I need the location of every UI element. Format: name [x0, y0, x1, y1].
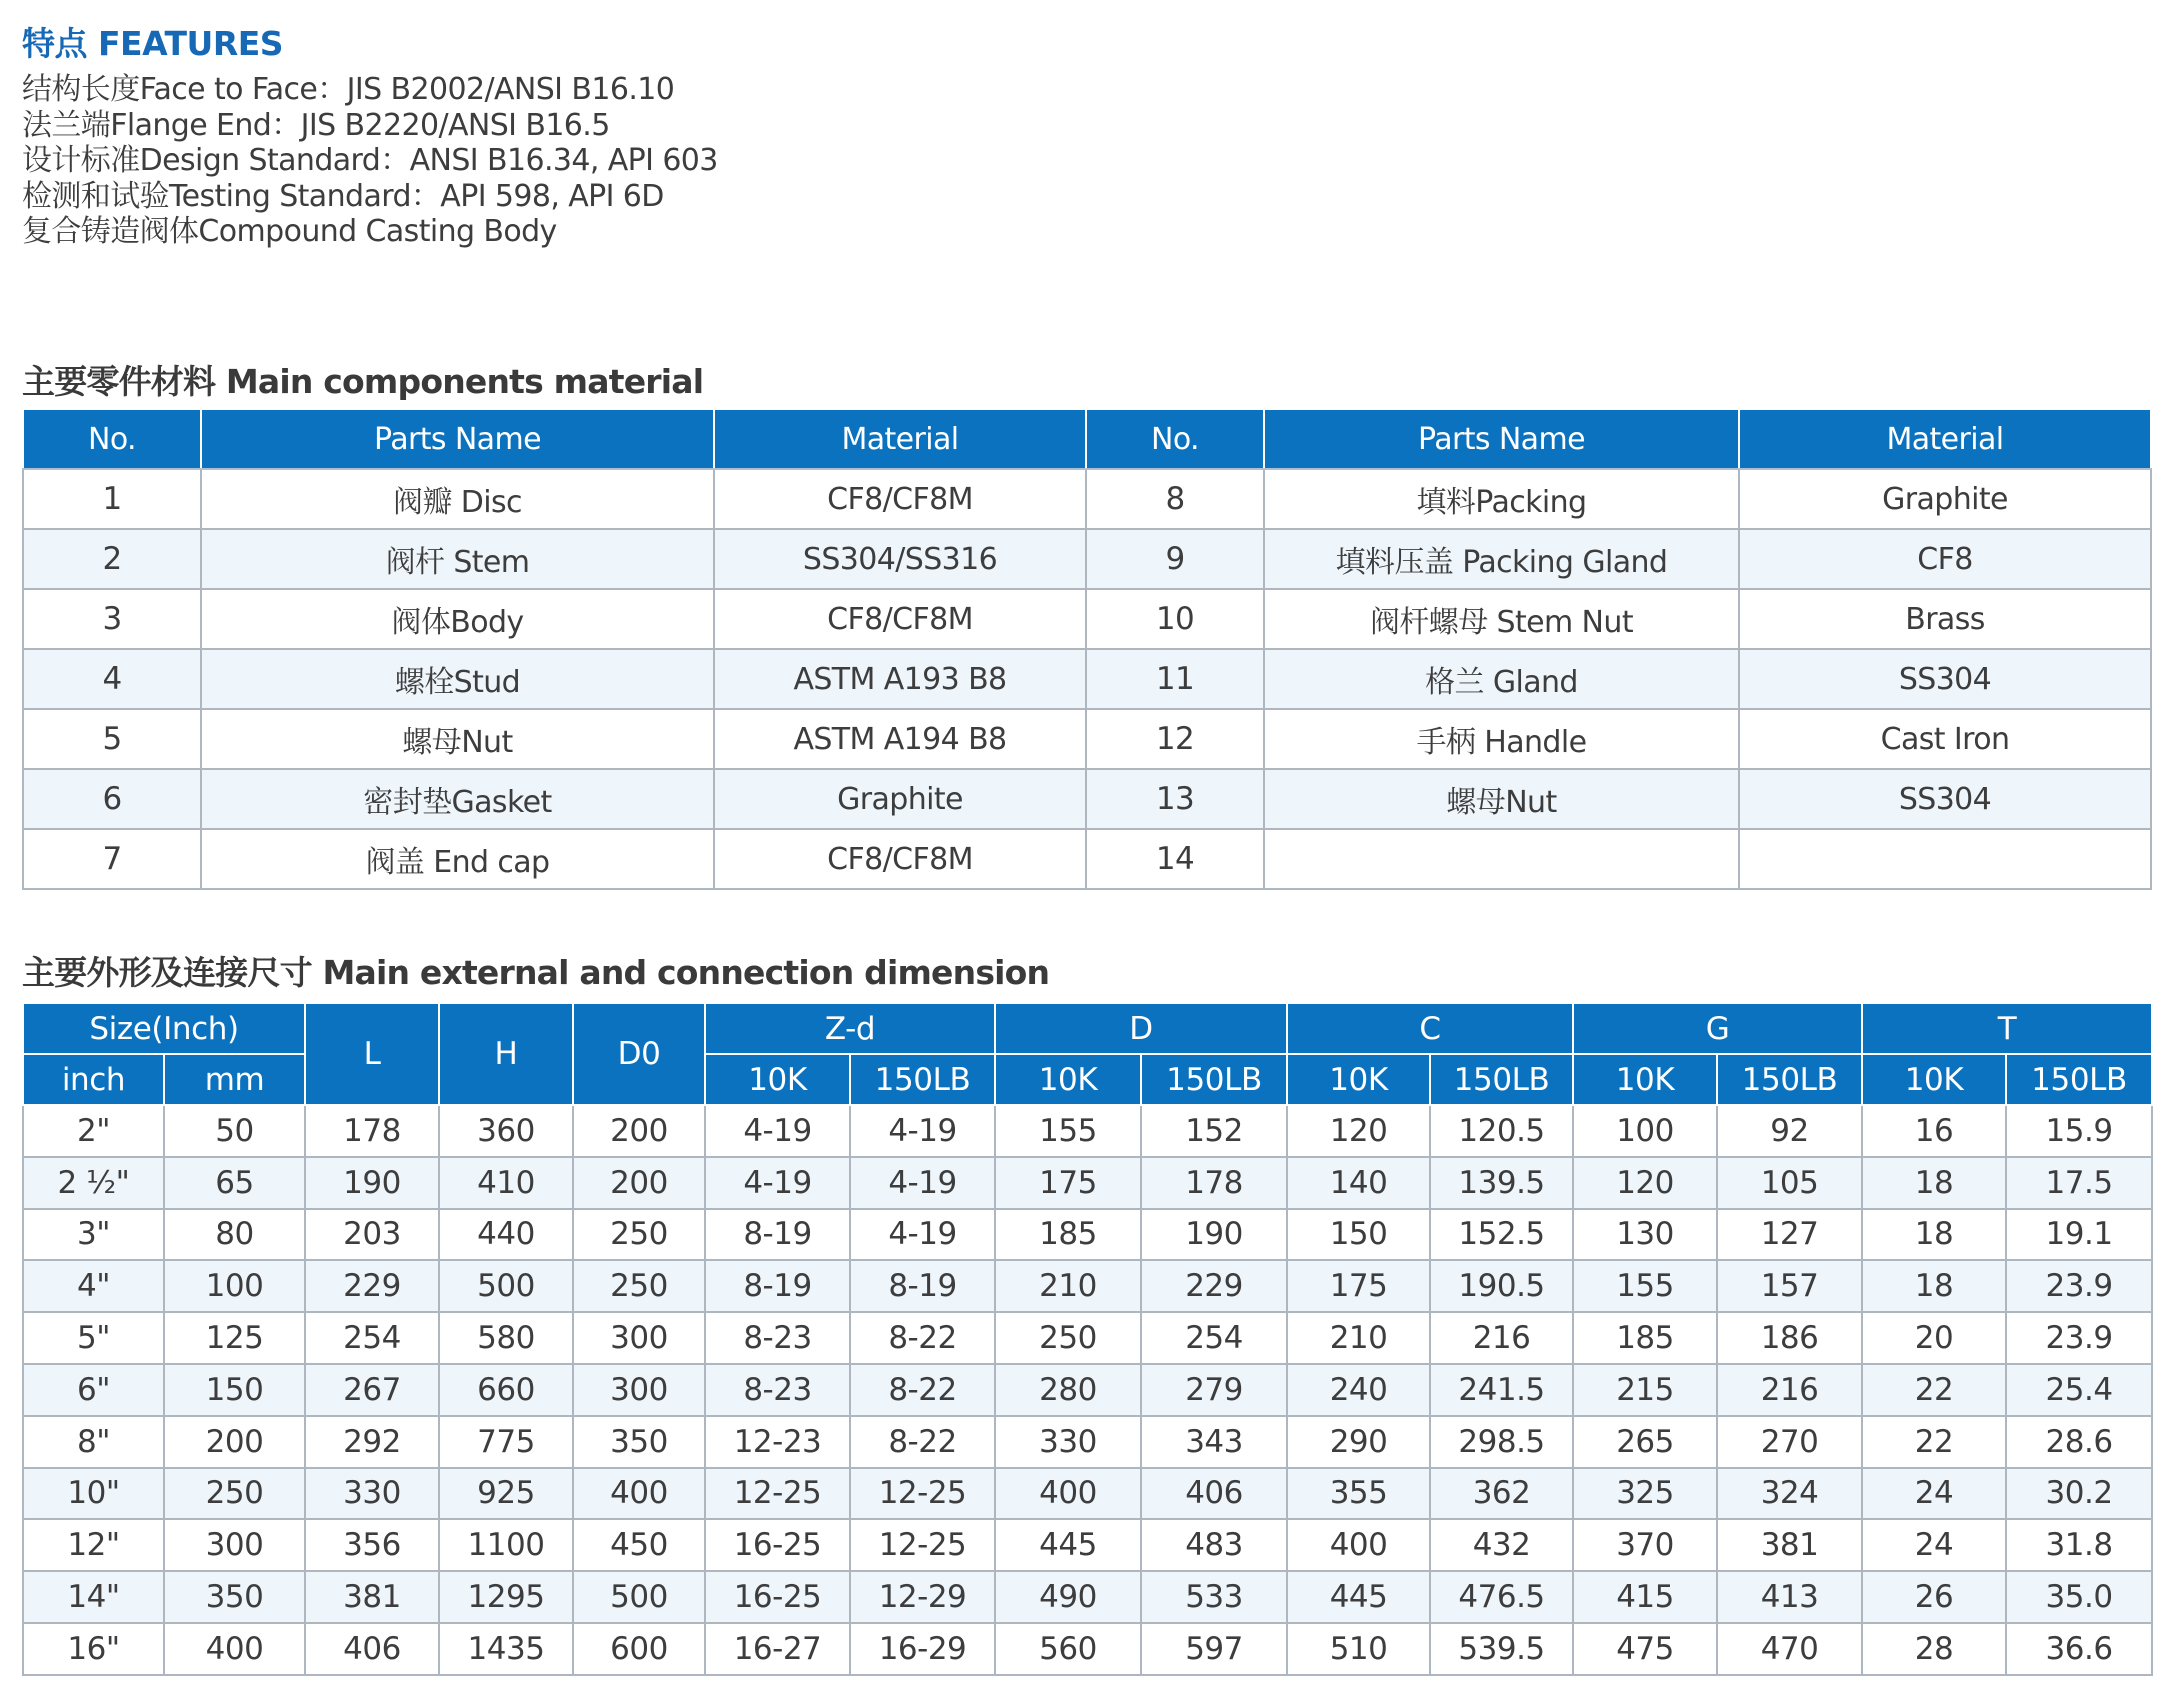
dimension-cell: 178	[1141, 1157, 1287, 1209]
table-row	[23, 1105, 2152, 1157]
dimension-cell: 8-22	[850, 1416, 995, 1468]
dimension-cell: 362	[1430, 1468, 1573, 1520]
dimension-cell: 8-19	[850, 1260, 995, 1312]
dimension-cell: 140	[1287, 1157, 1430, 1209]
dimension-cell: 200	[573, 1157, 705, 1209]
dimension-cell: 4-19	[705, 1105, 850, 1157]
part-material-cell	[1739, 829, 2151, 889]
components-section-title: 主要零件材料 Main components material	[22, 362, 704, 401]
part-name-cell: 格兰 Gland	[1264, 649, 1739, 709]
part-material-cell: CF8/CF8M	[714, 469, 1086, 529]
dimension-cell: 580	[439, 1312, 573, 1364]
part-material-cell: Graphite	[714, 769, 1086, 829]
dimension-cell: 400	[1287, 1519, 1430, 1571]
header-H: H	[439, 1003, 573, 1105]
dimension-cell: 152	[1141, 1105, 1287, 1157]
dimension-cell: 8-19	[705, 1209, 850, 1261]
subheader-t-10k: 10K	[1862, 1054, 2006, 1105]
dimension-cell: 406	[1141, 1468, 1287, 1520]
dimension-cell: 31.8	[2006, 1519, 2152, 1571]
dimension-cell: 229	[305, 1260, 439, 1312]
part-no-cell: 2	[23, 529, 201, 589]
header-D0: D0	[573, 1003, 705, 1105]
table-row	[23, 829, 2151, 889]
part-name-cell: 阀杆螺母 Stem Nut	[1264, 589, 1739, 649]
dimension-cell: 127	[1717, 1209, 1862, 1261]
dimension-table-body	[23, 1105, 2152, 1675]
dimension-cell: 292	[305, 1416, 439, 1468]
dimension-cell: 130	[1573, 1209, 1717, 1261]
subheader-c-150lb: 150LB	[1430, 1054, 1573, 1105]
part-name-cell: 阀瓣 Disc	[201, 469, 714, 529]
components-table	[22, 410, 2152, 890]
dimension-cell: 26	[1862, 1571, 2006, 1623]
dimension-cell: 267	[305, 1364, 439, 1416]
dimension-cell: 50	[164, 1105, 305, 1157]
part-name-cell	[1264, 829, 1739, 889]
dimension-cell: 216	[1430, 1312, 1573, 1364]
dimension-cell: 16-29	[850, 1623, 995, 1675]
header-Zd: Z-d	[705, 1003, 995, 1054]
table-row	[23, 589, 2151, 649]
dimension-cell: 343	[1141, 1416, 1287, 1468]
table-row	[23, 469, 2151, 529]
dimension-section-title: 主要外形及连接尺寸 Main external and connection dimension	[22, 953, 1050, 992]
dimension-cell: 150	[164, 1364, 305, 1416]
dimension-cell: 16-27	[705, 1623, 850, 1675]
part-no-cell: 10	[1086, 589, 1264, 649]
part-material-cell: CF8	[1739, 529, 2151, 589]
dimension-cell: 241.5	[1430, 1364, 1573, 1416]
dimension-cell: 80	[164, 1209, 305, 1261]
dimension-cell: 155	[995, 1105, 1141, 1157]
dimension-header-row-top	[23, 1003, 2152, 1054]
dimension-cell: 16	[1862, 1105, 2006, 1157]
part-material-cell: Brass	[1739, 589, 2151, 649]
part-name-cell: 填料压盖 Packing Gland	[1264, 529, 1739, 589]
dimension-cell: 22	[1862, 1416, 2006, 1468]
dimension-cell: 12-25	[705, 1468, 850, 1520]
dimension-cell: 155	[1573, 1260, 1717, 1312]
table-row	[23, 1364, 2152, 1416]
dimension-cell: 36.6	[2006, 1623, 2152, 1675]
part-no-cell: 1	[23, 469, 201, 529]
dimension-cell: 210	[1287, 1312, 1430, 1364]
dimension-cell: 660	[439, 1364, 573, 1416]
part-material-cell: SS304	[1739, 769, 2151, 829]
dimension-cell: 190.5	[1430, 1260, 1573, 1312]
dimension-cell: 300	[573, 1312, 705, 1364]
dimension-cell: 24	[1862, 1468, 2006, 1520]
dimension-cell: 12-25	[850, 1519, 995, 1571]
dimension-cell: 370	[1573, 1519, 1717, 1571]
dimension-cell: 4"	[23, 1260, 164, 1312]
feature-flange-end: 法兰端Flange End：JIS B2220/ANSI B16.5	[22, 107, 610, 143]
subheader-g-150lb: 150LB	[1717, 1054, 1862, 1105]
dimension-cell: 475	[1573, 1623, 1717, 1675]
subheader-t-150lb: 150LB	[2006, 1054, 2152, 1105]
dimension-cell: 22	[1862, 1364, 2006, 1416]
dimension-cell: 18	[1862, 1209, 2006, 1261]
dimension-cell: 510	[1287, 1623, 1430, 1675]
subheader-mm: mm	[164, 1054, 305, 1105]
dimension-cell: 330	[995, 1416, 1141, 1468]
part-material-cell: SS304/SS316	[714, 529, 1086, 589]
dimension-cell: 600	[573, 1623, 705, 1675]
dimension-cell: 18	[1862, 1157, 2006, 1209]
dimension-cell: 20	[1862, 1312, 2006, 1364]
table-row	[23, 1209, 2152, 1261]
features-list	[22, 72, 718, 250]
part-no-cell: 7	[23, 829, 201, 889]
components-table-body	[23, 469, 2151, 889]
dimension-cell: 30.2	[2006, 1468, 2152, 1520]
dimension-cell: 470	[1717, 1623, 1862, 1675]
subheader-d-150lb: 150LB	[1141, 1054, 1287, 1105]
dimension-cell: 6"	[23, 1364, 164, 1416]
dimension-cell: 229	[1141, 1260, 1287, 1312]
part-no-cell: 3	[23, 589, 201, 649]
dimension-cell: 325	[1573, 1468, 1717, 1520]
part-material-cell: SS304	[1739, 649, 2151, 709]
table-row	[23, 529, 2151, 589]
dimension-cell: 23.9	[2006, 1312, 2152, 1364]
dimension-cell: 190	[1141, 1209, 1287, 1261]
dimension-cell: 3"	[23, 1209, 164, 1261]
dimension-cell: 200	[573, 1105, 705, 1157]
dimension-cell: 5"	[23, 1312, 164, 1364]
dimension-cell: 1100	[439, 1519, 573, 1571]
dimension-cell: 4-19	[850, 1209, 995, 1261]
subheader-inch: inch	[23, 1054, 164, 1105]
dimension-cell: 125	[164, 1312, 305, 1364]
dimension-cell: 200	[164, 1416, 305, 1468]
header-G: G	[1573, 1003, 1862, 1054]
dimension-cell: 105	[1717, 1157, 1862, 1209]
dimension-cell: 2 ½"	[23, 1157, 164, 1209]
dimension-cell: 360	[439, 1105, 573, 1157]
dimension-cell: 440	[439, 1209, 573, 1261]
dimension-cell: 23.9	[2006, 1260, 2152, 1312]
dimension-cell: 445	[995, 1519, 1141, 1571]
dimension-cell: 270	[1717, 1416, 1862, 1468]
feature-design-standard: 设计标准Design Standard：ANSI B16.34, API 603	[22, 143, 718, 178]
dimension-cell: 381	[305, 1571, 439, 1623]
dimension-cell: 406	[305, 1623, 439, 1675]
table-row	[23, 1312, 2152, 1364]
part-no-cell: 4	[23, 649, 201, 709]
dimension-cell: 415	[1573, 1571, 1717, 1623]
dimension-cell: 250	[573, 1260, 705, 1312]
dimension-cell: 250	[573, 1209, 705, 1261]
dimension-cell: 152.5	[1430, 1209, 1573, 1261]
feature-casting-body: 复合铸造阀体Compound Casting Body	[22, 214, 557, 249]
dimension-cell: 18	[1862, 1260, 2006, 1312]
dimension-cell: 4-19	[705, 1157, 850, 1209]
dimension-cell: 12-23	[705, 1416, 850, 1468]
dimension-cell: 300	[164, 1519, 305, 1571]
dimension-cell: 92	[1717, 1105, 1862, 1157]
dimension-cell: 298.5	[1430, 1416, 1573, 1468]
part-no-cell: 11	[1086, 649, 1264, 709]
header-size: Size(Inch)	[23, 1003, 305, 1054]
dimension-cell: 1435	[439, 1623, 573, 1675]
dimension-cell: 381	[1717, 1519, 1862, 1571]
dimension-cell: 12-29	[850, 1571, 995, 1623]
header-no: No.	[23, 410, 201, 469]
dimension-cell: 300	[573, 1364, 705, 1416]
dimension-cell: 350	[573, 1416, 705, 1468]
part-material-cell: CF8/CF8M	[714, 589, 1086, 649]
part-material-cell: Graphite	[1739, 469, 2151, 529]
dimension-cell: 539.5	[1430, 1623, 1573, 1675]
header-C: C	[1287, 1003, 1573, 1054]
dimension-cell: 1295	[439, 1571, 573, 1623]
dimension-cell: 4-19	[850, 1157, 995, 1209]
dimension-cell: 254	[1141, 1312, 1287, 1364]
header-L: L	[305, 1003, 439, 1105]
part-name-cell: 密封垫Gasket	[201, 769, 714, 829]
dimension-cell: 250	[995, 1312, 1141, 1364]
dimension-cell: 16-25	[705, 1571, 850, 1623]
dimension-cell: 120.5	[1430, 1105, 1573, 1157]
dimension-cell: 19.1	[2006, 1209, 2152, 1261]
dimension-cell: 400	[164, 1623, 305, 1675]
header-material: Material	[1739, 410, 2151, 469]
dimension-cell: 355	[1287, 1468, 1430, 1520]
dimension-cell: 324	[1717, 1468, 1862, 1520]
dimension-cell: 500	[573, 1571, 705, 1623]
dimension-cell: 500	[439, 1260, 573, 1312]
dimension-table	[22, 1002, 2153, 1676]
feature-face-to-face: 结构长度Face to Face：JIS B2002/ANSI B16.10	[22, 72, 675, 107]
dimension-cell: 16"	[23, 1623, 164, 1675]
subheader-g-10k: 10K	[1573, 1054, 1717, 1105]
part-no-cell: 13	[1086, 769, 1264, 829]
dimension-cell: 35.0	[2006, 1571, 2152, 1623]
dimension-cell: 450	[573, 1519, 705, 1571]
dimension-cell: 280	[995, 1364, 1141, 1416]
dimension-cell: 215	[1573, 1364, 1717, 1416]
dimension-cell: 8-23	[705, 1312, 850, 1364]
dimension-cell: 250	[164, 1468, 305, 1520]
dimension-cell: 265	[1573, 1416, 1717, 1468]
dimension-cell: 28	[1862, 1623, 2006, 1675]
header-T: T	[1862, 1003, 2152, 1054]
dimension-cell: 925	[439, 1468, 573, 1520]
dimension-cell: 533	[1141, 1571, 1287, 1623]
dimension-cell: 445	[1287, 1571, 1430, 1623]
table-row	[23, 1571, 2152, 1623]
subheader-zd-10k: 10K	[705, 1054, 850, 1105]
dimension-cell: 560	[995, 1623, 1141, 1675]
dimension-cell: 17.5	[2006, 1157, 2152, 1209]
subheader-d-10k: 10K	[995, 1054, 1141, 1105]
dimension-cell: 100	[1573, 1105, 1717, 1157]
dimension-cell: 190	[305, 1157, 439, 1209]
dimension-cell: 100	[164, 1260, 305, 1312]
dimension-cell: 8-22	[850, 1312, 995, 1364]
dimension-cell: 139.5	[1430, 1157, 1573, 1209]
dimension-cell: 185	[1573, 1312, 1717, 1364]
dimension-cell: 4-19	[850, 1105, 995, 1157]
part-name-cell: 螺母Nut	[201, 709, 714, 769]
table-row	[23, 769, 2151, 829]
dimension-cell: 216	[1717, 1364, 1862, 1416]
dimension-cell: 185	[995, 1209, 1141, 1261]
dimension-cell: 120	[1573, 1157, 1717, 1209]
dimension-cell: 178	[305, 1105, 439, 1157]
dimension-cell: 16-25	[705, 1519, 850, 1571]
dimension-cell: 120	[1287, 1105, 1430, 1157]
table-row	[23, 1157, 2152, 1209]
dimension-cell: 175	[995, 1157, 1141, 1209]
dimension-cell: 490	[995, 1571, 1141, 1623]
dimension-cell: 12-25	[850, 1468, 995, 1520]
features-title: 特点 FEATURES	[22, 24, 284, 63]
dimension-cell: 203	[305, 1209, 439, 1261]
dimension-cell: 350	[164, 1571, 305, 1623]
subheader-c-10k: 10K	[1287, 1054, 1430, 1105]
dimension-cell: 210	[995, 1260, 1141, 1312]
table-row	[23, 1623, 2152, 1675]
part-name-cell: 阀体Body	[201, 589, 714, 649]
dimension-cell: 483	[1141, 1519, 1287, 1571]
table-row	[23, 709, 2151, 769]
dimension-cell: 413	[1717, 1571, 1862, 1623]
dimension-cell: 432	[1430, 1519, 1573, 1571]
dimension-cell: 330	[305, 1468, 439, 1520]
dimension-cell: 28.6	[2006, 1416, 2152, 1468]
part-no-cell: 8	[1086, 469, 1264, 529]
header-no: No.	[1086, 410, 1264, 469]
dimension-cell: 8-22	[850, 1364, 995, 1416]
dimension-cell: 8-23	[705, 1364, 850, 1416]
part-name-cell: 阀盖 End cap	[201, 829, 714, 889]
header-parts-name: Parts Name	[1264, 410, 1739, 469]
table-row	[23, 1519, 2152, 1571]
dimension-cell: 476.5	[1430, 1571, 1573, 1623]
dimension-cell: 279	[1141, 1364, 1287, 1416]
part-material-cell: ASTM A194 B8	[714, 709, 1086, 769]
part-material-cell: CF8/CF8M	[714, 829, 1086, 889]
dimension-cell: 400	[995, 1468, 1141, 1520]
dimension-cell: 186	[1717, 1312, 1862, 1364]
table-row	[23, 1260, 2152, 1312]
dimension-cell: 14"	[23, 1571, 164, 1623]
dimension-cell: 775	[439, 1416, 573, 1468]
table-row	[23, 1416, 2152, 1468]
part-no-cell: 6	[23, 769, 201, 829]
dimension-cell: 597	[1141, 1623, 1287, 1675]
header-material: Material	[714, 410, 1086, 469]
part-name-cell: 螺母Nut	[1264, 769, 1739, 829]
table-row	[23, 1468, 2152, 1520]
part-name-cell: 阀杆 Stem	[201, 529, 714, 589]
part-name-cell: 螺栓Stud	[201, 649, 714, 709]
part-name-cell: 手柄 Handle	[1264, 709, 1739, 769]
dimension-cell: 24	[1862, 1519, 2006, 1571]
dimension-cell: 15.9	[2006, 1105, 2152, 1157]
subheader-zd-150lb: 150LB	[850, 1054, 995, 1105]
dimension-cell: 25.4	[2006, 1364, 2152, 1416]
table-row	[23, 649, 2151, 709]
dimension-cell: 400	[573, 1468, 705, 1520]
dimension-cell: 254	[305, 1312, 439, 1364]
dimension-cell: 10"	[23, 1468, 164, 1520]
dimension-cell: 356	[305, 1519, 439, 1571]
part-name-cell: 填料Packing	[1264, 469, 1739, 529]
part-no-cell: 12	[1086, 709, 1264, 769]
part-no-cell: 9	[1086, 529, 1264, 589]
part-material-cell: Cast Iron	[1739, 709, 2151, 769]
dimension-cell: 175	[1287, 1260, 1430, 1312]
dimension-cell: 410	[439, 1157, 573, 1209]
header-D: D	[995, 1003, 1287, 1054]
part-no-cell: 14	[1086, 829, 1264, 889]
components-header-row	[23, 410, 2151, 469]
dimension-cell: 2"	[23, 1105, 164, 1157]
header-parts-name: Parts Name	[201, 410, 714, 469]
dimension-cell: 12"	[23, 1519, 164, 1571]
part-no-cell: 5	[23, 709, 201, 769]
dimension-cell: 150	[1287, 1209, 1430, 1261]
feature-testing-standard: 检测和试验Testing Standard：API 598, API 6D	[22, 178, 664, 214]
dimension-cell: 8-19	[705, 1260, 850, 1312]
dimension-cell: 290	[1287, 1416, 1430, 1468]
dimension-cell: 157	[1717, 1260, 1862, 1312]
dimension-cell: 65	[164, 1157, 305, 1209]
dimension-cell: 8"	[23, 1416, 164, 1468]
part-material-cell: ASTM A193 B8	[714, 649, 1086, 709]
dimension-cell: 240	[1287, 1364, 1430, 1416]
